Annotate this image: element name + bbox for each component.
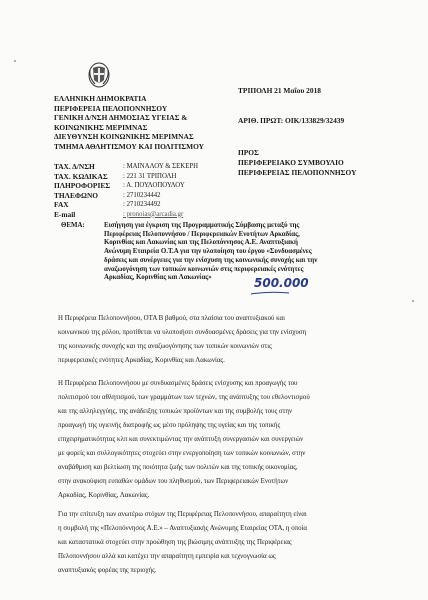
paragraph-line: και καταστατικά στοχεύει στην προώθηση της βιώσιμης ανάπτυξης της Περιφέρειας xyxy=(58,539,292,546)
recipient-line-2: ΠΕΡΙΦΕΡΕΙΑΣ ΠΕΛΟΠΟΝΝΗΣΟΥ xyxy=(238,168,357,177)
handwritten-amount: 500.000 xyxy=(254,276,309,290)
org-line-4: ΚΟΙΝΩΝΙΚΗΣ ΜΕΡΙΜΝΑΣ xyxy=(54,122,148,132)
recipient-line-1: ΠΕΡΙΦΕΡΕΙΑΚΟ ΣΥΜΒΟΥΛΙΟ xyxy=(238,158,344,167)
paragraph-line: περιφερειακές ενότητες Αρκαδίας, Κορινθίας και Λακωνίας. xyxy=(58,357,225,364)
subject-line: αναζωογόνηση των τοπικών κοινωνιών στις περιφερειακές ενότητες xyxy=(104,265,304,273)
paragraph-line: Για την επίτευξη των ανωτέρω στόχων της Περιφέρειας Πελοποννήσου, απαραίτητη είναι xyxy=(58,511,307,518)
contact-label: E-mail xyxy=(54,209,76,219)
paragraph-line: στην ανακούφιση ευπαθών ομάδων του πληθυσμού, των Περιφερειακών Ενοτήτων xyxy=(58,478,289,485)
paragraph-line: Η Περιφέρεια Πελοποννήσου με συνδυασμένες δράσεις ενίσχυσης και προαγωγής του xyxy=(58,380,298,387)
contact-value: : 221 31 ΤΡΙΠΟΛΗ xyxy=(123,172,177,180)
paragraph-line: και της αλληλεγγύης, της ανάδειξης τοπικών προϊόντων και της συμβολής τους στην xyxy=(58,408,293,415)
place-date: ΤΡΙΠΟΛΗ 21 Μαΐου 2018 xyxy=(238,86,321,95)
subject-line: Περιφέρειας Πελοποννήσου / Περιφερειακών Ενοτήτων Αρκαδίας, xyxy=(104,230,300,238)
paragraph-line: αναβάθμιση και βελτίωση της ποιότητα ζωής των πολιτών και της τοπικής οικονομίας, xyxy=(58,464,298,471)
paragraph-line: κοινωνικού της ρόλου, προτίθεται να υλοποιήσει συνδυασμένες δράσεις για την ενίσχυση xyxy=(58,329,307,336)
contact-value: : 2710234492 xyxy=(123,201,161,208)
paragraph-line: αναπτυξιακός φορέας της περιοχής. xyxy=(58,567,157,574)
org-line-2: ΠΕΡΙΦΕΡΕΙΑ ΠΕΛΟΠΟΝΝΗΣΟΥ xyxy=(54,103,168,113)
subject-line: δράσεις και συνέργειες για την ενίσχυση της κοινωνικής συνοχής και την xyxy=(104,256,318,264)
paragraph-line: Αρκαδίας, Κορινθίας, Λακωνίας. xyxy=(58,492,150,499)
to-label: ΠΡΟΣ xyxy=(238,148,259,157)
contact-value: : ΜΑΙΝΑΛΟΥ & ΣΕΚΕΡΗ xyxy=(123,163,199,170)
paragraph-line: με φορείς και συλλογικότητες στοχεύει στην ενεργοποίηση των τοπικών κοινωνιών, στην xyxy=(58,450,306,457)
contact-value: : Α. ΠΟΥΛΟΠΟΥΛΟΥ xyxy=(123,182,185,189)
org-line-6: ΤΜΗΜΑ ΑΘΛΗΤΙΣΜΟΥ ΚΑΙ ΠΟΛΙΤΙΣΜΟΥ xyxy=(54,141,204,151)
subject-line: Ανώνυμη Εταιρεία Ο.Τ.Α για την υλοποίηση του έργου «Συνδυασμένες xyxy=(104,248,312,256)
org-line-5: ΔΙΕΥΘΥΝΣΗ ΚΟΙΝΩΝΙΚΗΣ ΜΕΡΙΜΝΑΣ xyxy=(54,132,194,141)
org-line-3: ΓΕΝΙΚΗ Δ/ΝΣΗ ΔΗΜΟΣΙΑΣ ΥΓΕΙΑΣ & xyxy=(54,113,188,122)
paragraph-line: προαγωγή της υγιεινής διατροφής ως μέσο πρόληψης της υγείας και της τοπικής xyxy=(58,422,281,429)
contact-label: FAX xyxy=(54,200,69,209)
scan-speck xyxy=(412,300,414,302)
contact-label: ΤΗΛΕΦΩΝΟ xyxy=(54,190,99,200)
org-line-1: ΕΛΛΗΝΙΚΗ ΔΗΜΟΚΡΑΤΙΑ xyxy=(54,94,147,103)
scan-speck xyxy=(14,60,16,62)
contact-value: : 2710234442 xyxy=(123,191,161,199)
paragraph-line: Πελοποννήσου αλλά και κατέχει την απαραίτητη εμπειρία και τεχνογνωσία ως xyxy=(58,553,276,560)
subject-line: Αρκαδίας, Κορινθίας και Λακωνίας» xyxy=(104,274,212,282)
paragraph-line: πολιτισμού του αθλητισμού, των γραμμάτων των τεχνών, της ανάπτυξης του εθελοντισμού xyxy=(58,394,310,401)
paragraph-line: επιχειρηματικότητας κλπ και συνεκτιμώντας την ανάπτυξη συνεργασιών και συνεργειών xyxy=(58,436,304,443)
paragraph-line: της κοινωνικής συνοχής και της αναζωογόνησης των τοπικών κοινωνιών στις xyxy=(58,343,272,350)
subject-label: ΘΕΜΑ: xyxy=(61,222,85,229)
contact-label: ΠΛΗΡΟΦΟΡΙΕΣ xyxy=(54,181,111,190)
email-value: : pronoias@arcadia.gr xyxy=(123,210,184,218)
greek-emblem-icon xyxy=(88,62,110,88)
subject-line: Εισήγηση για έγκριση της Προγραμματικής Σύμβασης μεταξύ της xyxy=(104,222,300,229)
handwritten-underline xyxy=(250,290,290,296)
contact-label: ΤΑΧ. Δ/ΝΣΗ xyxy=(54,162,95,171)
paragraph-line: η συμβολή της «Πελοπόννησος Α.Ε.» – Αναπτυξιακής Ανώνυμης Εταιρείας ΟΤΑ, η οποία xyxy=(58,525,308,532)
subject-line: Κορινθίας και Λακωνίας και της Πελοπόννησος Α.Ε. Αναπτυξιακή xyxy=(104,239,298,247)
protocol-number: ΑΡΙΘ. ΠΡΩΤ: ΟΙΚ/133829/32439 xyxy=(238,116,345,125)
paragraph-line: Η Περιφέρεια Πελοποννήσου, ΟΤΑ Β βαθμού, στα πλαίσια του αναπτυξιακού και xyxy=(58,315,286,322)
contact-label: ΤΑΧ. ΚΩΔΙΚΑΣ xyxy=(54,171,108,181)
